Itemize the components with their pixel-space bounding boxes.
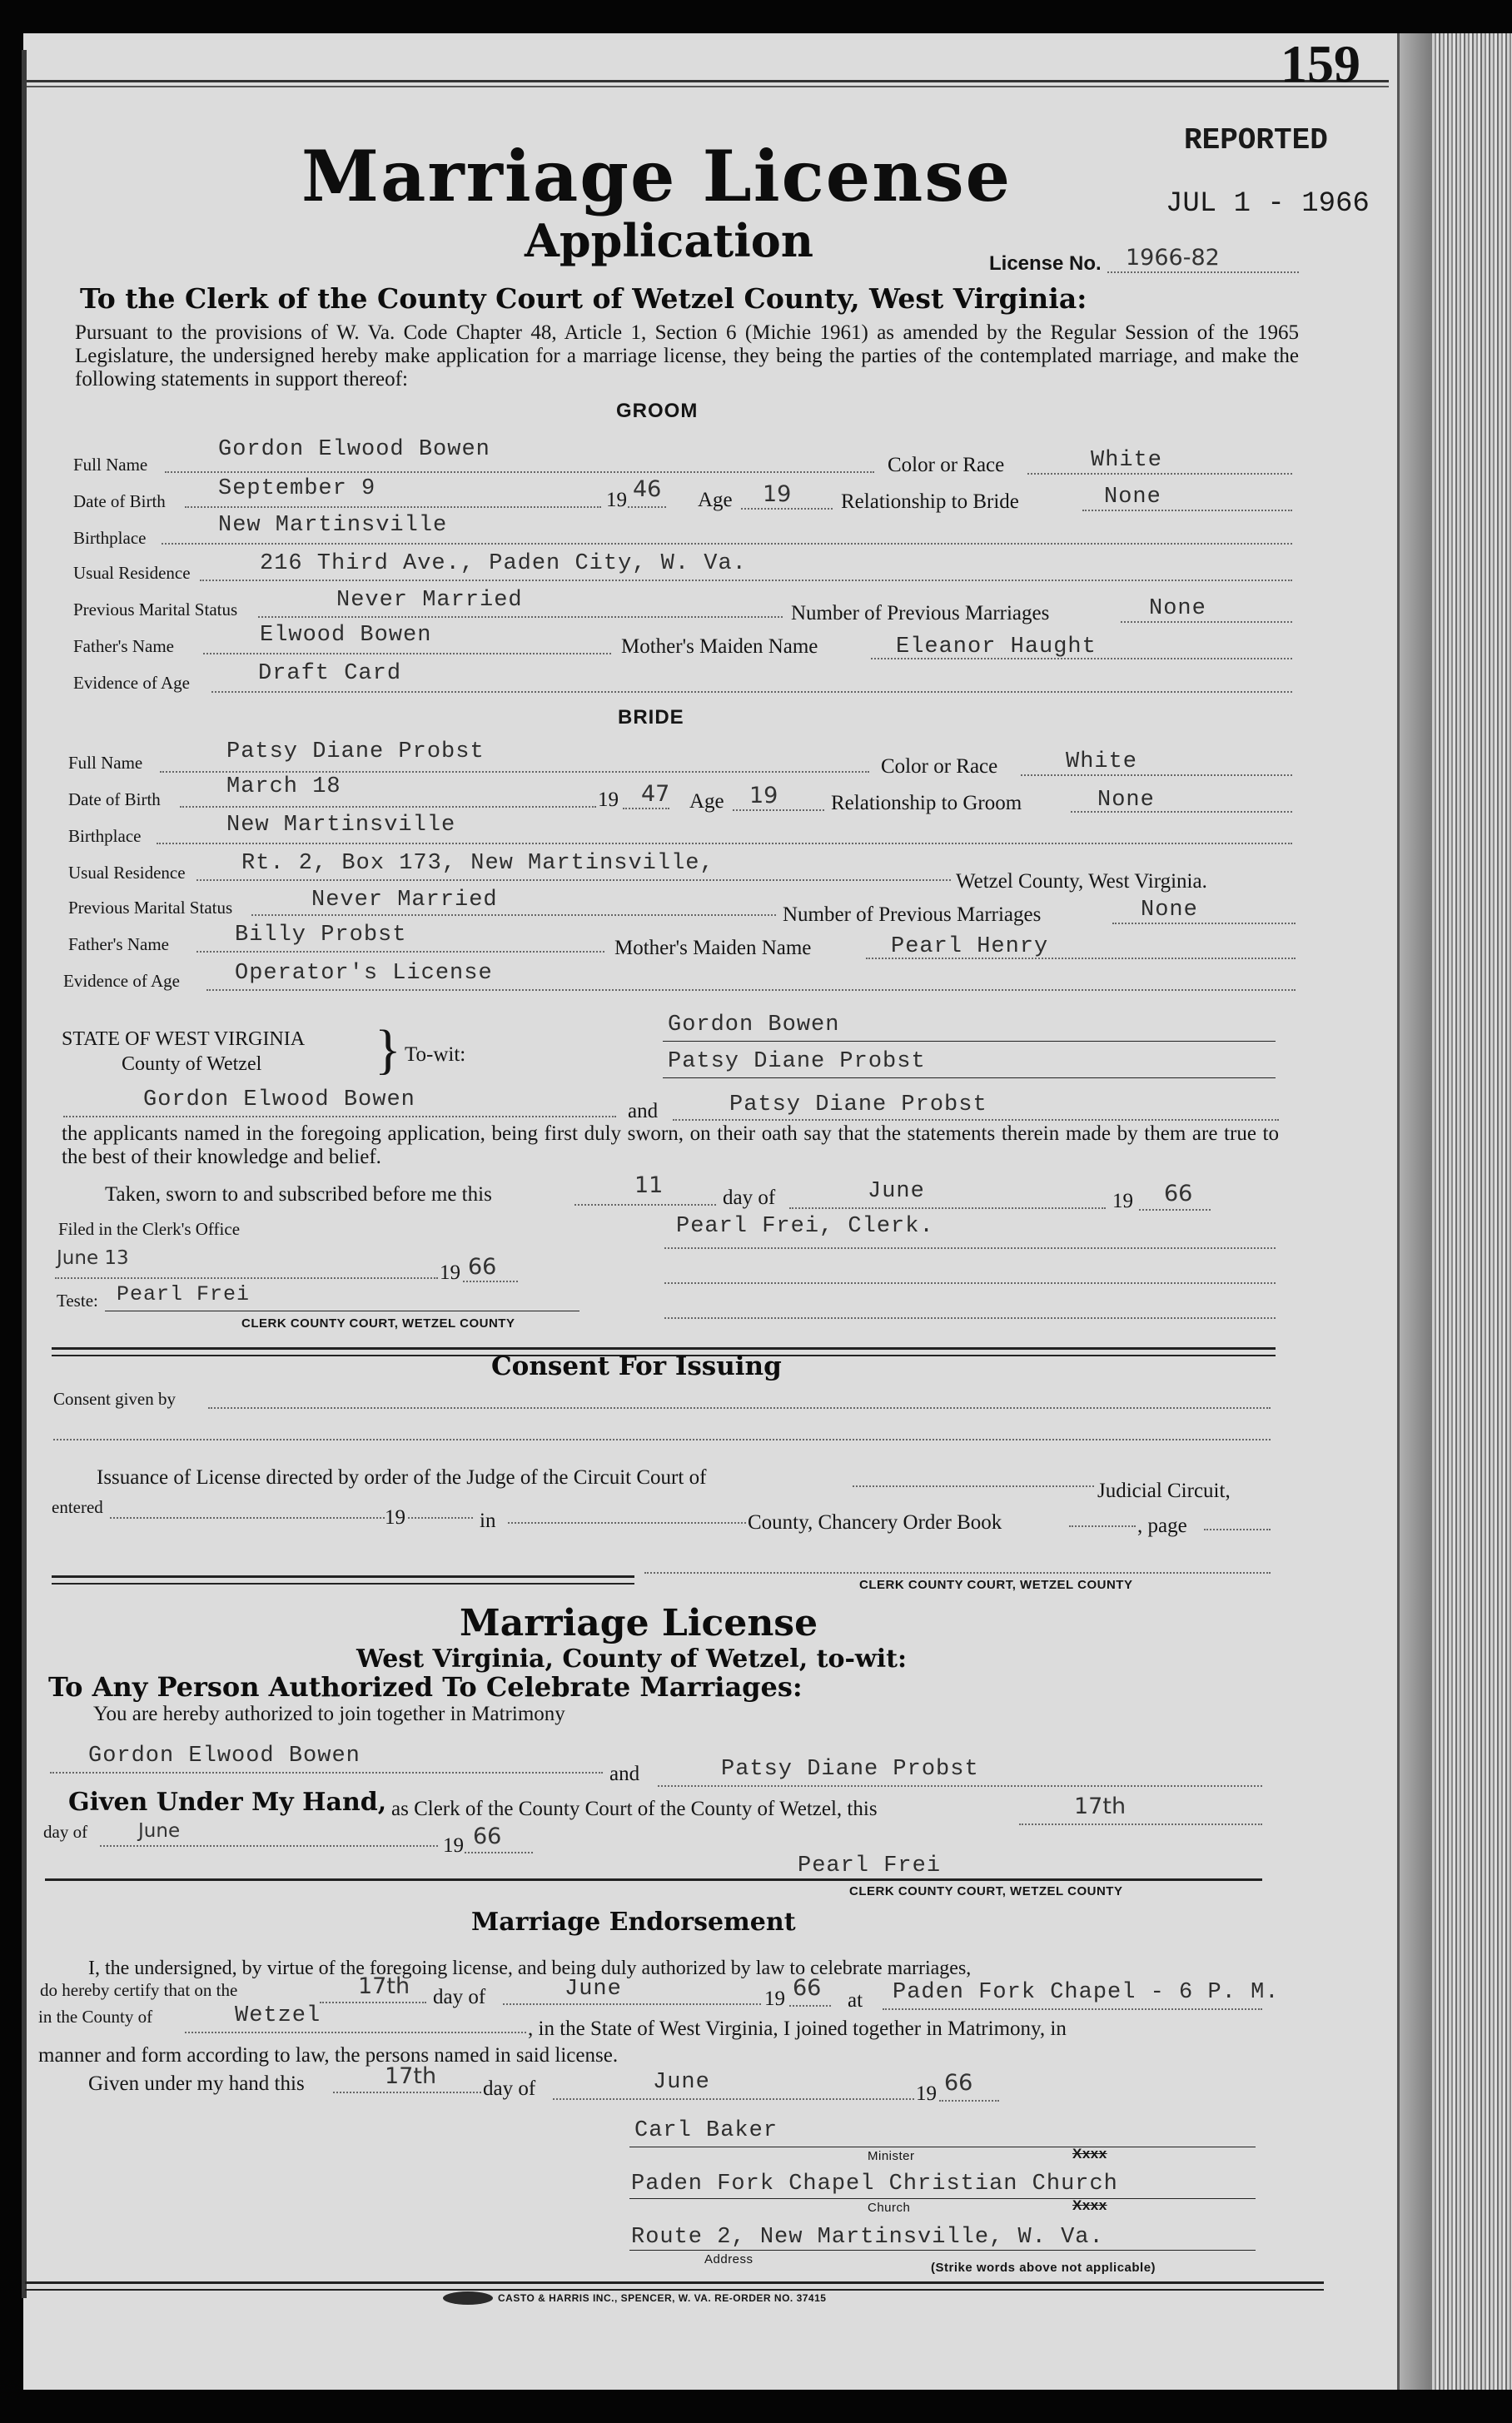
- consent-issuance-label: Issuance of License directed by order of the Judge of the Circuit Court of: [97, 1466, 707, 1489]
- groom-prevmarriages-label: Number of Previous Marriages: [791, 602, 1050, 624]
- oath-month: June: [868, 1179, 925, 1204]
- bride-age-label: Age: [689, 790, 724, 813]
- license-clerk-caption: CLERK COUNTY COURT, WETZEL COUNTY: [849, 1884, 1123, 1898]
- bride-fullname-label: Full Name: [68, 753, 143, 773]
- consent-page-label: , page: [1137, 1515, 1187, 1537]
- groom-mother-label: Mother's Maiden Name: [621, 635, 818, 658]
- bride-heading: BRIDE: [618, 706, 684, 729]
- page-frame-left: [22, 50, 27, 2298]
- intro-paragraph: Pursuant to the provisions of W. Va. Code Chapter 48, Article 1, Section 6 (Michie 1961) as amended by the Regular Session of the 1965 Legislature, the undersigned hereby make application for a marriage license, they being the parties of the contemplated marriage, and make the following statements in support thereof:: [75, 321, 1299, 391]
- page-subtitle: Application: [525, 214, 814, 267]
- endorsement-given-month: June: [653, 2070, 710, 2095]
- oath-signature-groom: Gordon Bowen: [668, 1012, 840, 1037]
- license-title: Marriage License: [460, 1602, 818, 1644]
- endorsement-given-day: 17th: [385, 2063, 437, 2089]
- oath-year: 66: [1164, 1181, 1193, 1207]
- groom-color-label: Color or Race: [888, 454, 1005, 476]
- endorsement-line1: I, the undersigned, by virtue of the foregoing license, and being duly authorized by law to celebrate marriages,: [88, 1958, 972, 1979]
- license-addressee: To Any Person Authorized To Celebrate Marriages:: [48, 1671, 803, 1703]
- consent-title: Consent For Issuing: [491, 1351, 782, 1381]
- consent-clerk-caption: CLERK COUNTY COURT, WETZEL COUNTY: [859, 1578, 1133, 1592]
- license-subtitle: West Virginia, County of Wetzel, to-wit:: [356, 1644, 908, 1674]
- groom-color-value: White: [1091, 448, 1163, 473]
- license-dayof-label: day of: [43, 1822, 88, 1842]
- endorsement-place: Paden Fork Chapel - 6 P. M.: [893, 1980, 1280, 2005]
- printer-line: CASTO & HARRIS INC., SPENCER, W. VA. RE-ORDER NO. 37415: [498, 2292, 827, 2304]
- endorsement-at-label: at: [848, 1989, 863, 2012]
- license-no-value: 1966-82: [1126, 245, 1220, 271]
- groom-marital-label: Previous Marital Status: [73, 600, 238, 619]
- endorsement-struck-1: Xxxx: [1072, 2146, 1107, 2162]
- oath-filed-date: June 13: [57, 1247, 129, 1269]
- endorsement-church: Paden Fork Chapel Christian Church: [631, 2172, 1118, 2197]
- endorsement-dayof-label: day of: [433, 1986, 486, 2008]
- bride-color-value: White: [1066, 749, 1138, 774]
- bride-year-prefix: 19: [598, 789, 619, 811]
- bride-age-value: 19: [749, 783, 778, 808]
- bride-dob-label: Date of Birth: [68, 789, 161, 809]
- groom-residence-value: 216 Third Ave., Paden City, W. Va.: [260, 551, 747, 576]
- bride-marital-value: Never Married: [311, 888, 498, 913]
- groom-relationship-value: None: [1104, 485, 1161, 510]
- bride-mother-value: Pearl Henry: [891, 934, 1049, 959]
- endorsement-minister-caption: Minister: [868, 2149, 915, 2163]
- endorsement-month: June: [565, 1977, 622, 2002]
- groom-evidence-value: Draft Card: [258, 661, 402, 686]
- bride-relationship-label: Relationship to Groom: [831, 792, 1022, 814]
- license-year-prefix: 19: [443, 1834, 464, 1857]
- endorsement-manner-text: manner and form according to law, the persons named in said license.: [38, 2044, 619, 2067]
- license-year: 66: [473, 1823, 502, 1849]
- oath-brace: }: [375, 1019, 401, 1080]
- bride-father-label: Father's Name: [68, 934, 169, 954]
- bride-mother-label: Mother's Maiden Name: [614, 937, 812, 959]
- bride-evidence-value: Operator's License: [235, 961, 493, 986]
- oath-day: 11: [634, 1172, 664, 1198]
- printer-logo: [443, 2291, 493, 2305]
- groom-father-label: Father's Name: [73, 636, 174, 656]
- endorsement-day: 17th: [358, 1973, 410, 1999]
- oath-clerk-signature: Pearl Frei, Clerk.: [676, 1214, 934, 1239]
- consent-nineteen: 19: [385, 1506, 405, 1529]
- license-authorized: You are hereby authorized to join together in Matrimony: [93, 1703, 565, 1725]
- groom-fullname-label: Full Name: [73, 455, 148, 475]
- oath-state: STATE OF WEST VIRGINIA: [62, 1028, 306, 1050]
- license-and: and: [609, 1763, 640, 1785]
- groom-age-value: 19: [763, 481, 792, 507]
- groom-residence-label: Usual Residence: [73, 563, 191, 583]
- consent-in-label: in: [480, 1510, 496, 1532]
- consent-chancery-label: County, Chancery Order Book: [748, 1511, 1002, 1534]
- endorsement-state-text: , in the State of West Virginia, I joined together in Matrimony, in: [528, 2018, 1067, 2040]
- oath-applicant1: Gordon Elwood Bowen: [143, 1087, 415, 1112]
- groom-dob-value: September 9: [218, 476, 376, 501]
- divider-bottom: [25, 2281, 1324, 2291]
- bride-marital-label: Previous Marital Status: [68, 898, 233, 918]
- consent-entered-label: entered: [52, 1497, 103, 1517]
- consent-judicial-label: Judicial Circuit,: [1097, 1480, 1231, 1502]
- groom-father-value: Elwood Bowen: [260, 623, 432, 648]
- oath-and: and: [628, 1100, 659, 1122]
- endorsement-address: Route 2, New Martinsville, W. Va.: [631, 2225, 1104, 2250]
- oath-county: County of Wetzel: [122, 1053, 262, 1075]
- bride-color-label: Color or Race: [881, 755, 998, 778]
- oath-filed-year: 66: [468, 1254, 497, 1280]
- reported-stamp-date: JUL 1 - 1966: [1166, 188, 1370, 220]
- groom-evidence-label: Evidence of Age: [73, 673, 190, 693]
- bride-evidence-label: Evidence of Age: [63, 971, 180, 991]
- groom-birthplace-value: New Martinsville: [218, 513, 448, 538]
- license-name2: Patsy Diane Probst: [721, 1757, 979, 1782]
- groom-year-prefix: 19: [606, 489, 627, 511]
- oath-filed-year-prefix: 19: [440, 1261, 460, 1284]
- bride-relationship-value: None: [1097, 788, 1155, 813]
- license-day: 17th: [1074, 1794, 1127, 1819]
- endorsement-minister: Carl Baker: [634, 2118, 778, 2143]
- oath-year-prefix: 19: [1112, 1190, 1133, 1212]
- bride-dob-value: March 18: [226, 774, 341, 799]
- endorsement-year: 66: [793, 1975, 822, 2001]
- license-name1: Gordon Elwood Bowen: [88, 1744, 361, 1769]
- endorsement-given-label: Given under my hand this: [88, 2072, 305, 2095]
- groom-prevmarriages-value: None: [1149, 596, 1206, 621]
- bride-birthplace-value: New Martinsville: [226, 813, 456, 838]
- groom-mother-value: Eleanor Haught: [896, 634, 1097, 659]
- addressee: To the Clerk of the County Court of Wetzel County, West Virginia:: [80, 282, 1087, 315]
- oath-clerk-caption: CLERK COUNTY COURT, WETZEL COUNTY: [241, 1316, 515, 1331]
- page-title: Marriage License: [301, 135, 1012, 217]
- license-given-label: Given Under My Hand,: [68, 1788, 387, 1817]
- groom-birthplace-label: Birthplace: [73, 528, 147, 548]
- license-month: June: [138, 1820, 181, 1842]
- endorsement-strike-note: (Strike words above not applicable): [931, 2261, 1156, 2275]
- groom-year-value: 46: [633, 476, 662, 502]
- groom-relationship-label: Relationship to Bride: [841, 490, 1019, 513]
- page-frame-top: [23, 80, 1389, 87]
- divider-2: [52, 1575, 634, 1585]
- endorsement-church-caption: Church: [868, 2201, 911, 2215]
- endorsement-year-prefix: 19: [764, 1988, 785, 2010]
- oath-applicant2: Patsy Diane Probst: [729, 1092, 987, 1117]
- bride-residence-label: Usual Residence: [68, 863, 186, 883]
- consent-given-by-label: Consent given by: [53, 1389, 176, 1409]
- bride-residence-value: Rt. 2, Box 173, New Martinsville,: [241, 851, 714, 876]
- bride-birthplace-label: Birthplace: [68, 826, 142, 846]
- groom-marital-value: Never Married: [336, 588, 523, 613]
- endorsement-address-caption: Address: [704, 2252, 754, 2266]
- oath-signature-bride: Patsy Diane Probst: [668, 1049, 926, 1074]
- license-clerk-signature: Pearl Frei: [798, 1853, 942, 1878]
- license-given-text: as Clerk of the County Court of the County of Wetzel, this: [391, 1798, 878, 1820]
- groom-age-label: Age: [698, 489, 733, 511]
- oath-taken-label: Taken, sworn to and subscribed before me this: [105, 1183, 492, 1206]
- bride-prevmarriages-value: None: [1141, 898, 1198, 923]
- oath-text: the applicants named in the foregoing application, being first duly sworn, on their oath say that the statements therein made by them are true to the best of their knowledge and belief.: [62, 1122, 1279, 1168]
- endorsement-given-year-prefix: 19: [916, 2082, 937, 2105]
- oath-towit: To-wit:: [405, 1043, 466, 1066]
- bride-fullname-value: Patsy Diane Probst: [226, 739, 485, 764]
- reported-stamp: REPORTED: [1184, 123, 1328, 157]
- endorsement-given-year: 66: [944, 2070, 973, 2096]
- endorsement-struck-2: Xxxx: [1072, 2197, 1107, 2213]
- bride-year-value: 47: [641, 781, 670, 807]
- endorsement-given-dayof: day of: [483, 2077, 536, 2100]
- license-no-label: License No.: [989, 252, 1102, 275]
- bride-residence-suffix: Wetzel County, West Virginia.: [956, 870, 1207, 893]
- groom-fullname-value: Gordon Elwood Bowen: [218, 437, 490, 462]
- groom-heading: GROOM: [616, 400, 699, 422]
- page-number: 159: [1281, 34, 1360, 93]
- bride-father-value: Billy Probst: [235, 923, 407, 948]
- endorsement-county-label: in the County of: [38, 2007, 153, 2027]
- groom-dob-label: Date of Birth: [73, 491, 166, 511]
- endorsement-certify-label: do hereby certify that on the: [40, 1980, 238, 2000]
- endorsement-county: Wetzel: [235, 2003, 321, 2028]
- oath-filed-label: Filed in the Clerk's Office: [58, 1219, 241, 1239]
- oath-dayof-label: day of: [723, 1187, 776, 1209]
- oath-teste-value: Pearl Frei: [117, 1282, 251, 1306]
- bride-prevmarriages-label: Number of Previous Marriages: [783, 903, 1042, 926]
- oath-teste-label: Teste:: [57, 1291, 98, 1311]
- endorsement-title: Marriage Endorsement: [471, 1908, 796, 1937]
